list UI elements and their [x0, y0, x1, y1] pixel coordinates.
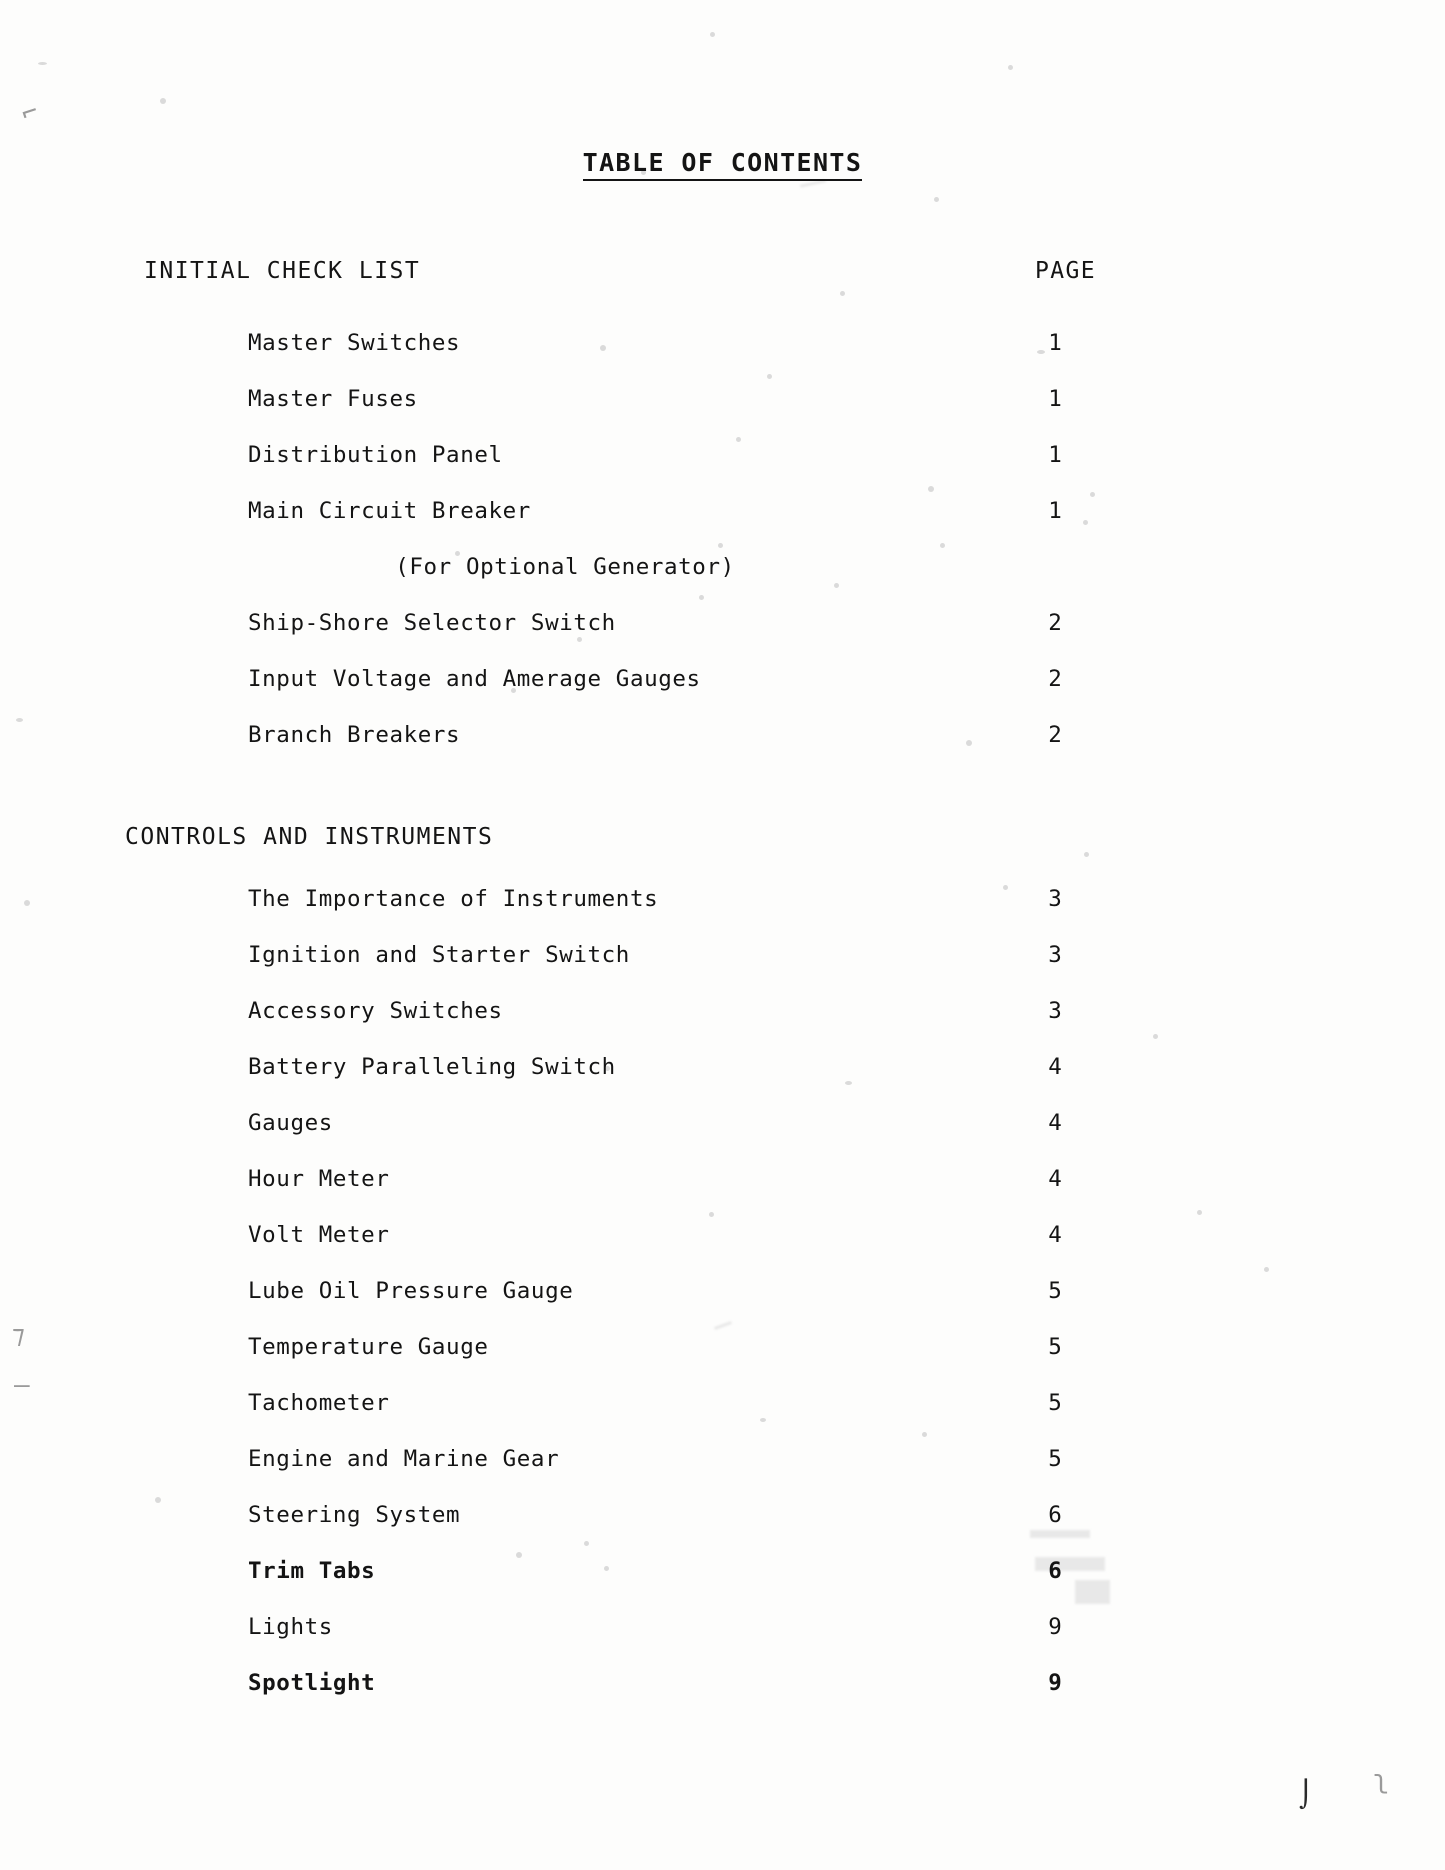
toc-entry[interactable]	[0, 386, 1445, 442]
section-heading-label: INITIAL CHECK LIST	[144, 258, 421, 284]
toc-entry[interactable]	[0, 942, 1445, 998]
toc-entry-label: Gauges	[248, 1110, 333, 1136]
toc-entry-page: 5	[1048, 1390, 1062, 1416]
toc-entry-label: Tachometer	[248, 1390, 390, 1416]
toc-entry-label: Volt Meter	[248, 1222, 390, 1248]
toc-entry-page: 1	[1048, 330, 1062, 356]
margin-mark-bottom-right-1: ⌡	[1298, 1780, 1314, 1810]
toc-entry-page: 6	[1048, 1558, 1062, 1584]
margin-mark-top-left: ⌐	[17, 96, 42, 130]
toc-section-heading	[0, 258, 1445, 314]
toc-entry-page: 6	[1048, 1502, 1062, 1528]
toc-entry[interactable]	[0, 722, 1445, 778]
toc-entry-page: 3	[1048, 942, 1062, 968]
section-heading-label: CONTROLS AND INSTRUMENTS	[125, 824, 494, 850]
toc-entry[interactable]	[0, 1614, 1445, 1670]
toc-entry-label: The Importance of Instruments	[248, 886, 659, 912]
scan-speck	[710, 32, 715, 37]
scan-speck	[160, 98, 166, 104]
toc-entry[interactable]	[0, 1502, 1445, 1558]
toc-entry-label: Temperature Gauge	[248, 1334, 489, 1360]
page-title-text: TABLE OF CONTENTS	[583, 148, 863, 181]
toc-entry-label: Accessory Switches	[248, 998, 503, 1024]
table-of-contents	[0, 258, 1445, 1732]
toc-entry-page: 2	[1048, 722, 1062, 748]
toc-section	[0, 258, 1445, 778]
toc-entry[interactable]	[0, 1054, 1445, 1110]
toc-entry-label: Master Switches	[248, 330, 461, 356]
toc-entry-label: (For Optional Generator)	[395, 554, 735, 580]
toc-entry[interactable]	[0, 330, 1445, 386]
toc-entry-page: 2	[1048, 666, 1062, 692]
toc-entry-label: Master Fuses	[248, 386, 418, 412]
toc-entry[interactable]	[0, 1166, 1445, 1222]
toc-entry-page: 4	[1048, 1166, 1062, 1192]
toc-entry-page: 4	[1048, 1054, 1062, 1080]
toc-entry-page: 5	[1048, 1278, 1062, 1304]
toc-entry[interactable]	[0, 1334, 1445, 1390]
toc-entry-page: 3	[1048, 886, 1062, 912]
toc-entry-label: Engine and Marine Gear	[248, 1446, 560, 1472]
toc-entry-page: 5	[1048, 1446, 1062, 1472]
toc-entry-label: Distribution Panel	[248, 442, 503, 468]
toc-section-header-row	[0, 824, 1445, 880]
toc-entry[interactable]	[0, 886, 1445, 942]
toc-entry-label: Battery Paralleling Switch	[248, 1054, 616, 1080]
page-title	[0, 148, 1445, 177]
toc-entry[interactable]	[0, 442, 1445, 498]
toc-entry-label: Ignition and Starter Switch	[248, 942, 630, 968]
toc-section	[0, 824, 1445, 1726]
toc-entry-label: Ship-Shore Selector Switch	[248, 610, 616, 636]
toc-entry-label: Lube Oil Pressure Gauge	[248, 1278, 574, 1304]
toc-section-header-row	[0, 258, 1445, 314]
toc-entry[interactable]	[0, 1278, 1445, 1334]
toc-entry[interactable]	[0, 1558, 1445, 1614]
toc-entry-label: Steering System	[248, 1502, 461, 1528]
toc-entry-page: 4	[1048, 1110, 1062, 1136]
toc-entry-page: 9	[1048, 1614, 1062, 1640]
section-divider-space	[0, 784, 1445, 824]
toc-entry[interactable]	[0, 1670, 1445, 1726]
margin-mark-left-lower-dash: –	[14, 1370, 30, 1400]
toc-entry-label: Branch Breakers	[248, 722, 461, 748]
toc-entry[interactable]	[0, 498, 1445, 554]
toc-entry[interactable]	[0, 1390, 1445, 1446]
toc-entry[interactable]	[0, 666, 1445, 722]
toc-entry-label: Lights	[248, 1614, 333, 1640]
toc-entry-page: 4	[1048, 1222, 1062, 1248]
margin-mark-left-lower: ⁊	[12, 1320, 25, 1350]
toc-entry-page: 3	[1048, 998, 1062, 1024]
toc-entry-page: 9	[1048, 1670, 1062, 1696]
toc-entry[interactable]	[0, 998, 1445, 1054]
toc-entry-page: 1	[1048, 498, 1062, 524]
toc-entry-label: Main Circuit Breaker	[248, 498, 531, 524]
toc-entry-page: 2	[1048, 610, 1062, 636]
toc-entry-page: 1	[1048, 442, 1062, 468]
toc-entry-page: 1	[1048, 386, 1062, 412]
toc-entry-label: Hour Meter	[248, 1166, 390, 1192]
toc-entry[interactable]	[0, 1446, 1445, 1502]
toc-section-heading	[0, 824, 1445, 880]
scan-speck	[38, 62, 47, 65]
toc-entry-label: Trim Tabs	[248, 1558, 376, 1584]
toc-entry-note	[0, 554, 1445, 610]
toc-entry-label: Input Voltage and Amerage Gauges	[248, 666, 701, 692]
toc-entry[interactable]	[0, 1110, 1445, 1166]
toc-entry-page: 5	[1048, 1334, 1062, 1360]
toc-entry[interactable]	[0, 610, 1445, 666]
page-column-header: PAGE	[1035, 258, 1096, 284]
scan-speck	[934, 197, 939, 202]
toc-entry[interactable]	[0, 1222, 1445, 1278]
margin-mark-bottom-right-2: ʅ	[1373, 1765, 1389, 1795]
toc-entry-label: Spotlight	[248, 1670, 376, 1696]
scan-speck	[1008, 65, 1013, 70]
